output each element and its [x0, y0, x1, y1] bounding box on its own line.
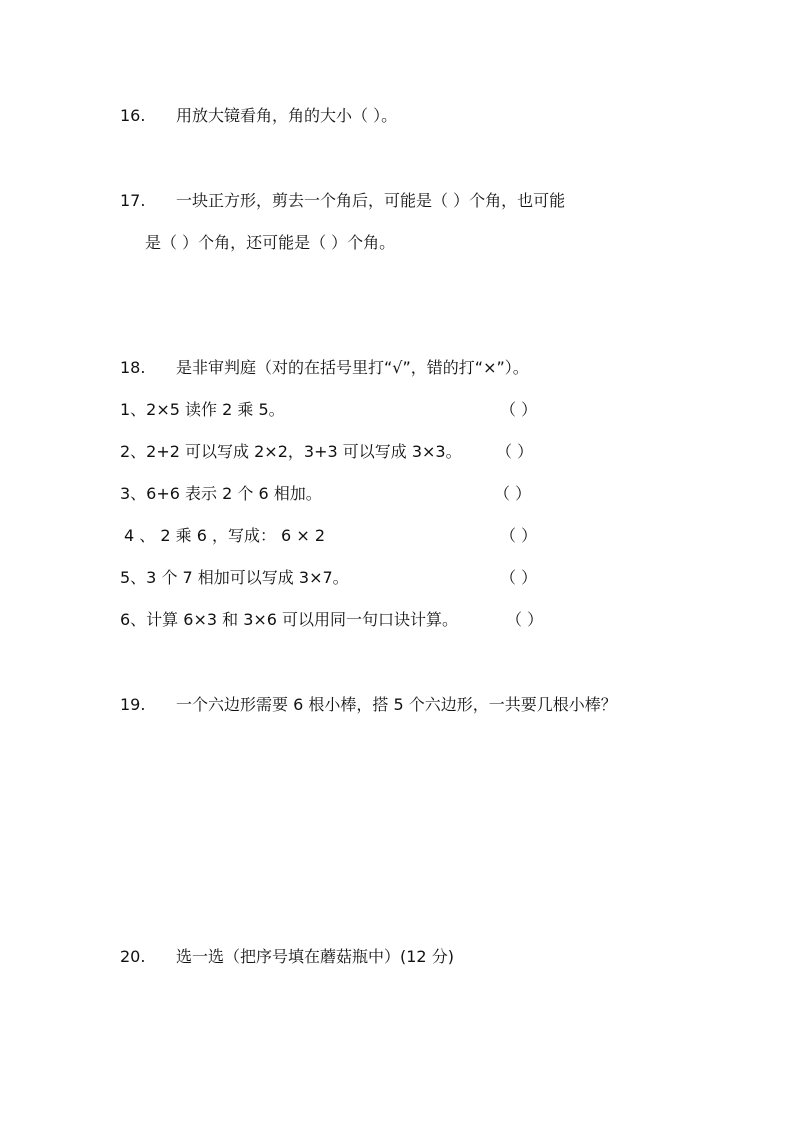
answer-parentheses: （ ） [496, 442, 534, 461]
answer-parentheses: （ ） [494, 484, 532, 503]
question-text: 一个六边形需要 6 根小棒，搭 5 个六边形，一共要几根小棒？ [176, 695, 617, 714]
judgment-statement: 4 、 2 乘 6 ，写成： 6 × 2 [124, 526, 325, 545]
question-text: 用放大镜看角，角的大小（ ）。 [176, 106, 398, 125]
question-number: 18. [120, 358, 146, 377]
question-number: 19. [120, 695, 146, 714]
question-text: 是非审判庭（对的在括号里打“√”，错的打“×”）。 [176, 358, 529, 377]
judgment-statement: 1、2×5 读作 2 乘 5。 [120, 400, 285, 419]
question-text: 一块正方形，剪去一个角后，可能是（ ）个角，也可能 [176, 191, 566, 210]
question-text-continued: 是（ ）个角，还可能是（ ）个角。 [145, 233, 396, 252]
answer-parentheses: （ ） [506, 610, 544, 629]
question-text: 选一选（把序号填在蘑菇瓶中）(12 分) [176, 947, 454, 966]
question-number: 16. [120, 106, 146, 125]
judgment-statement: 6、计算 6×3 和 3×6 可以用同一句口诀计算。 [120, 610, 459, 629]
answer-parentheses: （ ） [500, 568, 538, 587]
answer-parentheses: （ ） [500, 400, 538, 419]
question-number: 20. [120, 947, 146, 966]
judgment-statement: 5、3 个 7 相加可以写成 3×7。 [120, 568, 349, 587]
question-number: 17. [120, 191, 146, 210]
judgment-statement: 2、2+2 可以写成 2×2，3+3 可以写成 3×3。 [120, 442, 462, 461]
judgment-statement: 3、6+6 表示 2 个 6 相加。 [120, 484, 322, 503]
answer-parentheses: （ ） [500, 526, 538, 545]
